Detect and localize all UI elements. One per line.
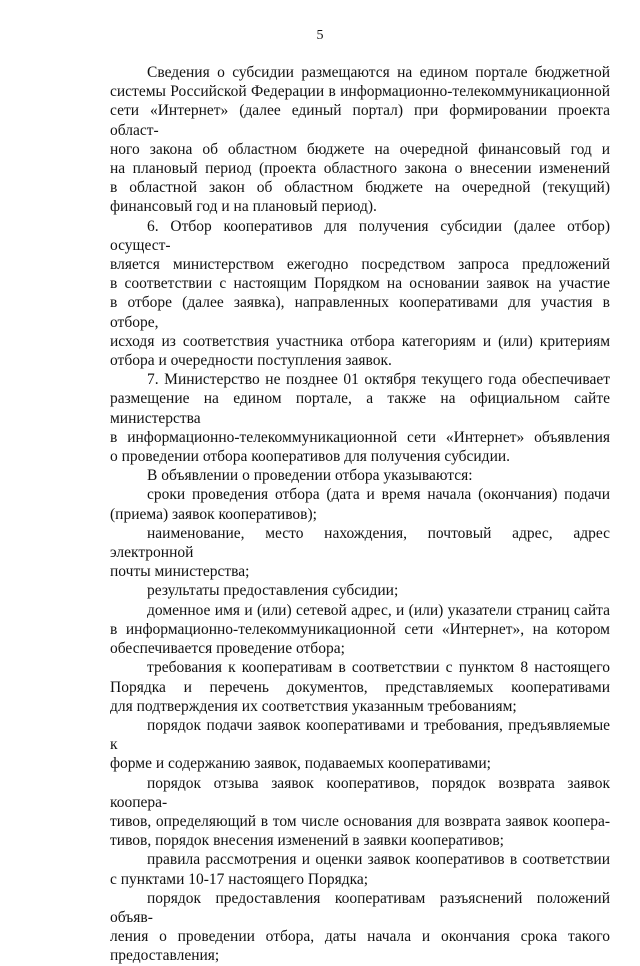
text-line: предоставления; [110, 947, 220, 965]
text-line: 6. Отбор кооперативов для получения субсидии (далее отбор) осущест- [110, 217, 610, 254]
paragraph [110, 774, 610, 851]
text-line: 7. Министерство не позднее 01 октября текущего года обеспечивает [147, 371, 610, 389]
text-line: отбора и очередности поступления заявок. [110, 352, 392, 370]
text-line: тивов, порядок внесения изменений в заявки кооперативов; [110, 832, 504, 850]
page-number: 5 [316, 28, 324, 43]
text-line: вляется министерством ежегодно посредством запроса предложений [110, 256, 610, 274]
text-line: (приема) заявок кооперативов); [110, 505, 317, 523]
text-line: размещение на едином портале, а также на официальном сайте министерства [110, 390, 610, 427]
text-line: с пунктами 10-17 настоящего Порядка; [110, 870, 369, 888]
paragraph [110, 658, 610, 716]
paragraph [110, 370, 610, 466]
text-line: порядок предоставления кооперативам разъяснений положений объяв- [110, 889, 610, 926]
paragraph [110, 63, 610, 217]
paragraph [110, 466, 610, 485]
text-line: обеспечивается проведение отбора; [110, 640, 345, 658]
text-line: в информационно-телекоммуникационной сети «Интернет» объявления [110, 428, 610, 446]
text-line: в информационно-телекоммуникационной сети «Интернет», на котором [110, 620, 610, 638]
text-line: Сведения о субсидии размещаются на едином портале бюджетной [147, 64, 610, 81]
text-line: для подтверждения их соответствия указанным требованиям; [110, 697, 517, 715]
text-line: финансовый год и на плановый период). [110, 198, 377, 216]
text-line: ного закона об областном бюджете на очередной финансовый год и [110, 140, 610, 158]
paragraph [110, 850, 610, 888]
paragraph [110, 716, 610, 774]
text-line: правила рассмотрения и оценки заявок кооперативов в соответствии [147, 851, 610, 869]
text-line: форме и содержанию заявок, подаваемых кооперативами; [110, 755, 491, 773]
text-line: в соответствии с настоящим Порядком на основании заявок на участие [110, 275, 610, 293]
paragraph [110, 601, 610, 659]
text-line: в областной закон об областном бюджете на очередной (текущий) [110, 179, 610, 197]
text-line: порядок отзыва заявок кооперативов, порядок возврата заявок коопера- [110, 774, 610, 811]
text-line: В объявлении о проведении отбора указываются: [147, 467, 473, 485]
text-line: почты министерства; [110, 563, 250, 581]
text-line: Порядка и перечень документов, представляемых кооперативами [110, 678, 610, 696]
text-line: в отборе (далее заявка), направленных кооперативами для участия в отборе, [110, 294, 610, 331]
text-line: порядок подачи заявок кооперативами и требования, предъявляемые к [110, 716, 610, 754]
paragraph [110, 581, 610, 600]
document-body [110, 63, 610, 966]
text-line: системы Российской Федерации в информационно-телекоммуникационной [110, 83, 610, 101]
paragraph [110, 217, 610, 371]
text-line: результаты предоставления субсидии; [147, 582, 399, 600]
text-line: требования к кооперативам в соответствии с пунктом 8 настоящего [147, 659, 610, 677]
text-line: доменное имя и (или) сетевой адрес, и (или) указатели страниц сайта [147, 601, 610, 619]
text-line: о проведении отбора кооперативов для получения субсидии. [110, 448, 511, 466]
text-line: тивов, определяющий в том числе основания для возврата заявок коопера- [110, 812, 610, 830]
paragraph [110, 889, 610, 966]
text-line: исходя из соответствия участника отбора категориям и (или) критериям [110, 332, 610, 350]
paragraph [110, 485, 610, 523]
text-line: сети «Интернет» (далее единый портал) при формировании проекта област- [110, 102, 610, 139]
text-line: наименование, место нахождения, почтовый адрес, адрес электронной [110, 524, 610, 562]
paragraph [110, 524, 610, 582]
text-line: сроки проведения отбора (дата и время начала (окончания) подачи [147, 486, 610, 504]
text-line: на плановый период (проекта областного закона о внесении изменений [110, 160, 610, 178]
text-line: ления о проведении отбора, даты начала и окончания срока такого [110, 928, 610, 946]
